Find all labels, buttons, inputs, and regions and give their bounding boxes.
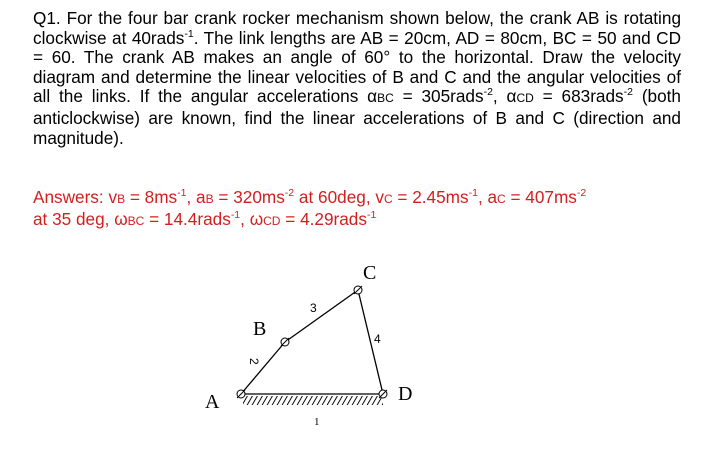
link-number-2: 2 bbox=[247, 358, 261, 365]
link-number-3: 3 bbox=[310, 301, 317, 315]
pivot-c bbox=[354, 286, 362, 294]
label-c: C bbox=[363, 262, 377, 284]
link-3-coupler bbox=[285, 290, 358, 342]
pivot-a bbox=[237, 390, 245, 398]
label-a: A bbox=[205, 391, 220, 413]
link-2-crank bbox=[241, 342, 285, 394]
question-text: Q1. For the four bar crank rocker mechanism shown below, the crank AB is rotating clockwise at 40rads$^{-1}$. The link lengths are AB = 20cm, AD = 80cm, BC = 50 and CD = 60. The crank AB makes an angle of 60° to the horizontal. Draw the velocity diagram and determine the linear velocities of B and C and the angular velocities of all the links. If the angular accelerations αBC = 305rads$^{-2}$, αCD = 683rads$^{-2}$ (both anticlockwise) are known, find the linear accelerations of B and C (direction and magnitude). bbox=[33, 8, 681, 148]
pivot-b bbox=[281, 338, 289, 346]
label-d: D bbox=[398, 383, 413, 405]
answers-text: Answers: vB = $8ms^{-1}$, aB = $320ms^{-2}$ at 60deg, vC = $2.45ms^{-1}$, aC = $407ms^{-2}$ at 35 deg, ωBC = 14.4rads$^{-1}$, ωCD = 4.29rads$^{-1}$ bbox=[33, 187, 587, 229]
ground-hatching bbox=[243, 396, 383, 405]
link-number-4: 4 bbox=[374, 332, 381, 346]
label-b: B bbox=[253, 318, 267, 340]
pivot-d bbox=[379, 390, 387, 398]
link-number-1: 1 bbox=[314, 416, 320, 428]
